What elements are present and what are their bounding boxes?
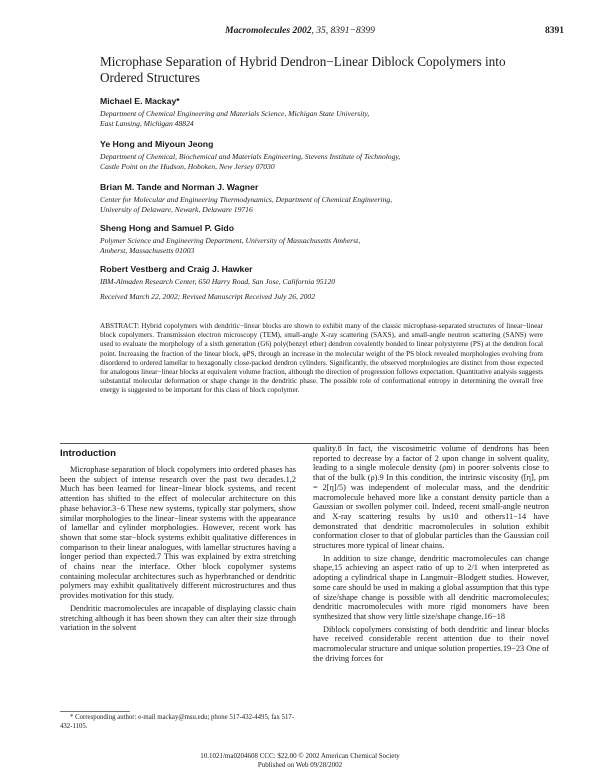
journal-citation: , 35, 8391−8399 xyxy=(311,26,375,36)
body-paragraph: quality.8 In fact, the viscosimetric volume of dendrons has been reported to decrease by a factor of 2 upon change in solvent quality, leading to a single molecule density (ρm) in poorer solvents close to that of the bulk (ρ).9 In this condition, the intrinsic viscosity ([η], ρm = 2[η]/5) was independent of molecular mass, and the dendritic macromolecule behaved more like a constant density particle than a Gaussian or swollen polymer coil. Indeed, recent small-angle neutron and X-ray scattering results by us10 and others11−14 have demonstrated that dendritic macromolecules in solution exhibit conformation closer to that of globular particles than the Gaussian coil structures more typical of linear chains. xyxy=(313,444,549,551)
received-dates: Received March 22, 2002; Revised Manuscript Received July 26, 2002 xyxy=(100,292,316,301)
journal-year: 2002 xyxy=(292,26,312,36)
author-names: Robert Vestberg and Craig J. Hawker xyxy=(100,264,253,274)
author-block xyxy=(100,223,540,256)
abstract: ABSTRACT: Hybrid copolymers with dendritic−linear blocks are shown to exhibit many of the classic microphase-separated structures of linear−linear block copolymers. Transmission electron microscopy (TEM), small-angle X-ray scattering (SAXS), and small-angle neutron scattering (SANS) were used to evaluate the morphology of a sixth generation (G6) poly(benzyl ether) dendron covalently bonded to linear polystyrene (PS) at the dendron focal point. Increasing the fraction of the linear block, φPS, through an increase in the molecular weight of the PS block revealed morphologies evolving from disordered to ordered lamellar to hexagonally close-packed dendron cylinders. Significantly, the observed morphologies are distinct from those expected for analogous linear−linear blocks at equivalent volume fraction, although the direction of progression follows expectation. Quantitative analysis suggests substantial molecular deformation or shape change in the dendritic phase. The possible role of conformational entropy in determining the overall free energy is suggested to be important for this class of block copolymer. xyxy=(100,322,543,395)
body-paragraph: Dendritic macromolecules are incapable of displaying classic chain stretching although it has been shown they can alter their size through variation in the solvent xyxy=(60,603,296,633)
author-affiliation: Polymer Science and Engineering Department, University of Massachusetts Amherst, Amherst, Massachusetts 01003 xyxy=(100,236,361,255)
author-block xyxy=(100,182,540,215)
author-names: Sheng Hong and Samuel P. Gido xyxy=(100,223,235,233)
section-heading: Introduction xyxy=(60,448,116,459)
author-affiliation: IBM-Almaden Research Center, 650 Harry Road, San Jose, California 95120 xyxy=(100,277,336,286)
author-block xyxy=(100,139,540,172)
author-affiliation: Department of Chemical, Biochemical and Materials Engineering, Stevens Institute of Technology, Castle Point on the Hudson, Hoboken, New Jersey 07030 xyxy=(100,152,401,171)
footnote: * Corresponding author: e-mail mackay@msu.edu; phone 517-432-4495, fax 517-432-1105. xyxy=(60,714,295,730)
footnote-divider xyxy=(60,711,130,712)
left-column xyxy=(60,465,296,633)
page-number: 8391 xyxy=(545,26,564,36)
author-names: Brian M. Tande and Norman J. Wagner xyxy=(100,182,259,192)
journal-name: Macromolecules xyxy=(225,26,291,36)
page-footer xyxy=(0,752,600,769)
body-paragraph: Diblock copolymers consisting of both dendritic and linear blocks have received considerable recent attention due to their novel macromolecular structure and unique solution properties.19−23 One of the driving forces for xyxy=(313,624,550,663)
author-block xyxy=(100,264,540,287)
body-paragraph: In addition to size change, dendritic macromolecules can change shape,15 achieving an aspect ratio of up to 2/1 when interpreted as adopting a cylindrical shape in Langmuir−Blodgett studies. However, some care should be used in making a global assumption that this type of size/shape change is possible with all dendritic macromolecules; dendritic macromolecules with more rigid monomers have been synthesized that show very little size/shape change.16−18 xyxy=(313,553,549,621)
published-date: Published on Web 09/28/2002 xyxy=(257,760,343,769)
author-names: Ye Hong and Miyoun Jeong xyxy=(100,139,214,149)
body-paragraph: Microphase separation of block copolymers into ordered phases has been the subject of intense research over the past two decades.1,2 Much has been learned for linear−linear block systems, and recent attention has shifted to the effect of molecular architecture on this phase behavior.3−6 These new systems, typically star polymers, show similar morphologies to the linear−linear systems with the appearance of lamellar and cylinder morphologies. However, recent work has shown that some star−block systems exhibit qualitative differences in comparison to their linear analogues, with lamellar structures having a longer period than expected.7 This was explained by extra stretching of chains near the interface. Other block copolymer systems containing molecular architectures such as hyperbranched or dendritic polymers may exhibit qualitatively different microstructures and thus provides motivation for this study. xyxy=(60,465,296,601)
author-affiliation: Center for Molecular and Engineering Thermodynamics, Department of Chemical Engineering, University of Delaware, Newark, Delaware 19716 xyxy=(100,195,393,214)
author-block xyxy=(100,96,540,129)
running-header xyxy=(0,26,600,36)
author-affiliation: Department of Chemical Engineering and Materials Science, Michigan State University, East Lansing, Michigan 48824 xyxy=(100,109,370,128)
paper-title: Microphase Separation of Hybrid Dendron−Linear Diblock Copolymers into Ordered Structures xyxy=(100,54,506,85)
author-names: Michael E. Mackay* xyxy=(100,96,180,106)
doi-line: 10.1021/ma0204608 CCC: $22.00 © 2002 American Chemical Society xyxy=(200,752,400,760)
right-column xyxy=(313,444,549,663)
